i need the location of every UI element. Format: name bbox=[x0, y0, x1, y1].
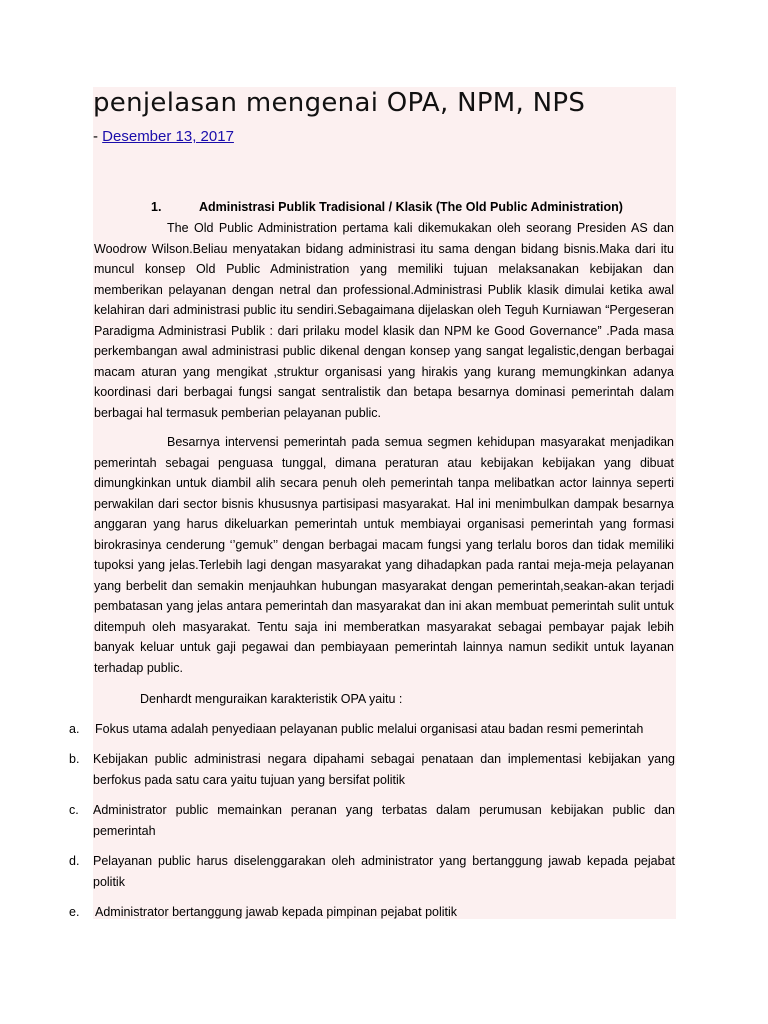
section-heading bbox=[151, 199, 623, 216]
list-item-letter: d. bbox=[69, 854, 80, 868]
list-item-text: Administrator bertanggung jawab kepada pimpinan pejabat politik bbox=[95, 905, 458, 919]
list-item-letter: e. bbox=[69, 905, 80, 919]
list-item bbox=[69, 800, 675, 842]
paragraph-2: Besarnya intervensi pemerintah pada semua segmen kehidupan masyarakat menjadikan pemerintah sebagai penguasa tunggal, dimana peraturan atau kebijakan kebijakan yang dibuat dimungkinkan untuk diambil alih secara penuh oleh pemerintah tanpa melibatkan actor lainnya seperti perwakilan dari sector bisnis khususnya partisipasi masyarakat. Hal ini menimbulkan dampak besarnya anggaran yang harus dikeluarkan pemerintah untuk membiayai organisasi pemerintah yang formasi birokrasinya cenderung ‘’gemuk’’ dengan berbagai macam fungsi yang terlalu boros dan tidak memiliki tupoksi yang jelas.Terlebih lagi dengan masyarakat yang dihadapkan pada rantai meja-meja pelayanan yang berbelit dan semakin menjauhkan hubungan masyarakat dengan pemerintah,seakan-akan terjadi pembatasan yang jelas antara pemerintah dan masyarakat dan ini akan membuat pemerintah sulit untuk ditempuh oleh masyarakat. Tentu saja ini memberatkan masyarakat sebagai pembayar pajak lebih banyak keluar untuk gaji pegawai dan pembiayaan pemerintah lainnya namun sedikit untuk layanan terhadap public. bbox=[94, 435, 674, 675]
list-item-letter: b. bbox=[69, 752, 80, 766]
list-item-text: Administrator public memainkan peranan yang terbatas dalam perumusan kebijakan public dan pemerintah bbox=[93, 803, 675, 838]
list-item bbox=[69, 902, 675, 923]
post-title: penjelasan mengenai OPA, NPM, NPS bbox=[93, 88, 586, 118]
section-number: 1. bbox=[151, 200, 162, 214]
list-item-text: Kebijakan public administrasi negara dipahami sebagai penataan dan implementasi kebijakan yang berfokus pada satu cara yaitu tujuan yang bersifat politik bbox=[93, 752, 675, 787]
list-item-letter: c. bbox=[69, 803, 79, 817]
post-date-line bbox=[93, 128, 234, 146]
section-heading-text: Administrasi Publik Tradisional / Klasik (The Old Public Administration) bbox=[199, 200, 623, 214]
list-item-text: Fokus utama adalah penyediaan pelayanan public melalui organisasi atau badan resmi pemerintah bbox=[95, 722, 644, 736]
post-date-link[interactable]: Desember 13, 2017 bbox=[102, 128, 234, 145]
list-item-text: Pelayanan public harus diselenggarakan oleh administrator yang bertanggung jawab kepada pejabat politik bbox=[93, 854, 675, 889]
list-item bbox=[69, 851, 675, 893]
date-prefix: - bbox=[93, 128, 103, 145]
list-intro: Denhardt menguraikan karakteristik OPA yaitu : bbox=[140, 692, 403, 706]
list-item bbox=[69, 719, 675, 740]
list-item-letter: a. bbox=[69, 722, 80, 736]
list-item bbox=[69, 749, 675, 791]
paragraph-1: The Old Public Administration pertama kali dikemukakan oleh seorang Presiden AS dan Woodrow Wilson.Beliau menyatakan bidang administrasi itu sama dengan bidang bisnis.Maka dari itu muncul konsep Old Public Administration yang memiliki tujuan melaksanakan kebijakan dan memberikan pelayanan dengan netral dan professional.Administrasi Publik klasik dimulai ketika awal kelahiran dari administrasi public itu sendiri.Sebagaimana dijelaskan oleh Teguh Kurniawan “Pergeseran Paradigma Administrasi Publik : dari prilaku model klasik dan NPM ke Good Governance” .Pada masa perkembangan awal administrasi public dikenal dengan konsep yang sangat legalistic,dengan berbagai macam aturan yang mengikat ,struktur organisasi yang hirakis yang kurang memungkinkan adanya koordinasi dari berbagai fungsi sangat sentralistik dan betapa besarnya dominasi pemerintah dalam berbagai hal termasuk pemberian pelayanan public. bbox=[94, 221, 674, 420]
